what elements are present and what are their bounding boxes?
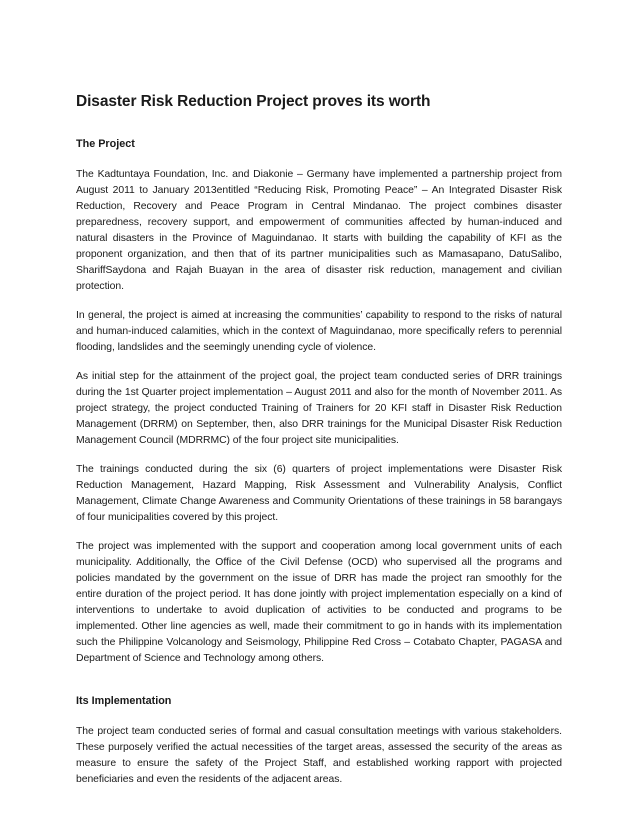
section-heading: The Project — [76, 138, 135, 150]
paragraph: The project was implemented with the support and cooperation among local government units of each municipality. Additionally, the Office of the Civil Defense (OCD) who supervised all the programs and policies mandated by the government on the issue of DRR has made the project ran smoothly for the entire duration of the project period. It has done jointly with project implementation especially on a kind of interventions to undertake to avoid duplication of activities to be conducted and programs to be implemented. Other line agencies as well, made their commitment to go in hands with its implementation such the Philippine Volcanology and Seismology, Philippine Red Cross – Cotabato Chapter, PAGASA and Department of Science and Technology among others. — [76, 541, 562, 664]
paragraph: As initial step for the attainment of the project goal, the project team conducted series of DRR trainings during the 1st Quarter project implementation – August 2011 and also for the month of November 2011. As project strategy, the project conducted Training of Trainers for 20 KFI staff in Disaster Risk Reduction Management (DRRM) on September, then, also DRR trainings for the Municipal Disaster Risk Reduction Management Council (MDRRMC) of the four project site municipalities. — [76, 371, 562, 446]
paragraph: The trainings conducted during the six (6) quarters of project implementations were Disaster Risk Reduction Management, Hazard Mapping, Risk Assessment and Vulnerability Analysis, Conflict Management, Climate Change Awareness and Community Orientations of these trainings in 58 barangays of four municipalities covered by this project. — [76, 464, 562, 523]
paragraph: The project team conducted series of formal and casual consultation meetings with various stakeholders. These purposely verified the actual necessities of the target areas, assessed the security of the areas as measure to ensure the safety of the Project Staff, and established working rapport with projected beneficiaries and even the residents of the adjacent areas. — [76, 726, 562, 785]
section-spacer — [76, 680, 562, 695]
paragraph: The Kadtuntaya Foundation, Inc. and Diakonie – Germany have implemented a partnership project from August 2011 to January 2013entitled “Reducing Risk, Promoting Peace” – An Integrated Disaster Risk Reduction, Recovery and Peace Program in Central Mindanao. The project combines disaster preparedness, recovery support, and empowerment of communities affected by human-induced and natural disasters in the Province of Maguindanao. It starts with building the capability of KFI as the proponent organization, and then that of its partner municipalities such as Mamasapano, DatuSalibo, ShariffSaydona and Rajah Buayan in the area of disaster risk reduction, management and civilian protection. — [76, 169, 562, 292]
section-its-implementation — [76, 695, 562, 788]
section-heading: Its Implementation — [76, 695, 172, 707]
paragraph: In general, the project is aimed at increasing the communities’ capability to respond to the risks of natural and human-induced calamities, which in the context of Maguindanao, more specifically refers to perennial flooding, landslides and the seemingly unending cycle of violence. — [76, 310, 562, 353]
page-title: Disaster Risk Reduction Project proves its worth — [76, 93, 431, 110]
section-the-project — [76, 138, 562, 667]
document-page — [76, 93, 562, 801]
